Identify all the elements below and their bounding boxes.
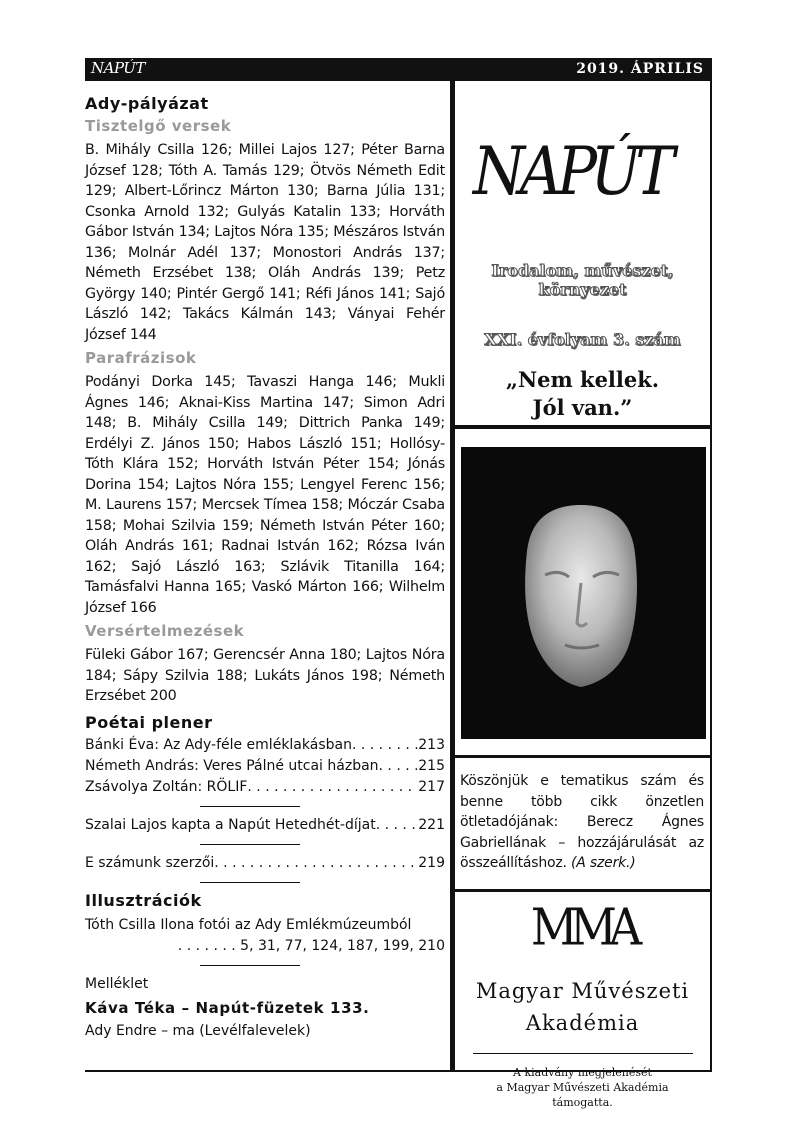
section-divider [455, 889, 710, 892]
mma-name-line1: Magyar Művészeti [475, 979, 690, 1003]
page-frame [85, 58, 712, 1109]
toc-row: Zsávolya Zoltán: RÖLIF . . . 217 [85, 777, 445, 798]
mma-name-line2: Akadémia [525, 1011, 640, 1035]
supplement-subtitle: Ady Endre – ma (Levélfalevelek) [85, 1022, 311, 1039]
supplement-label: Melléklet [85, 975, 149, 992]
toc-row: Bánki Éva: Az Ady-féle emléklakásban . . . 213 [85, 735, 445, 756]
section-divider [455, 425, 710, 429]
subsection-title-parafrazisok: Parafrázisok [85, 349, 197, 367]
list-versertelmezesek: Füleki Gábor 167; Gerencsér Anna 180; Lajtos Nóra 184; Sápy Szilvia 188; Lukáts János 198; Németh Erzsébet 200 [85, 647, 445, 704]
separator-rule [200, 844, 300, 845]
section-divider [455, 755, 710, 758]
section-title-plener: Poétai plener [85, 712, 213, 732]
toc-row: Németh András: Veres Pálné utcai házban . . . 215 [85, 756, 445, 777]
supplement-title: Káva Téka – Napút-füzetek 133. [85, 998, 370, 1017]
header-bar [85, 58, 712, 81]
thanks-note: Köszönjük e tematikus szám és benne több cikk önzetlen ötletadójának: Berecz Ágnes Gabriellának – hozzájárulását az összeállításhoz. (A szerk.) [460, 773, 704, 871]
issue-quote: „Nem kellek. Jól van.” [505, 367, 660, 420]
death-mask-photo [461, 447, 706, 739]
subsection-title-versertelmezesek: Versértelmezések [85, 622, 245, 640]
list-parafrazisok: Podányi Dorka 145; Tavaszi Hanga 146; Mukli Ágnes 146; Aknai-Kiss Martina 147; Simon Adri 148; B. Mihály Csilla 149; Dittrich Panka 149; Erdélyi Z. János 150; Habos László 151; Hollósy-Tóth Klára 152; Horváth István Péter 154; Jónás Dorina 154; Lajtos Nóra 155; Lengyel Ferenc 156; M. Laurens 157; Mercsek Tímea 158; Móczár Csaba 158; Mohai Szilvia 159; Németh István Péter 160; Oláh András 161; Radnai István 162; Rózsa Iván 162; Sajó László 163; Szlávik Titanilla 164; Tamásfalvi Hanna 165; Vaskó Márton 166; Wilhelm József 166 [85, 374, 445, 616]
toc-row-award: Szalai Lajos kapta a Napút Hetedhét-díjat . . . 221 [85, 815, 445, 836]
separator-rule [200, 806, 300, 807]
toc-row-authors: E számunk szerzői . . . 219 [85, 853, 445, 874]
right-column [455, 81, 712, 1109]
brand-logo: NAPÚT [473, 133, 670, 210]
illustrations-pages: . . . . . . . 5, 31, 77, 124, 187, 199, 210 [177, 937, 445, 954]
subsection-title-tisztelgo: Tisztelgő versek [85, 117, 232, 135]
illustrations-credit: Tóth Csilla Ilona fotói az Ady Emlékmúzeumból [85, 916, 412, 933]
list-tisztelgo: B. Mihály Csilla 126; Millei Lajos 127; Péter Barna József 128; Tóth A. Tamás 129; Ötvös Németh Edit 129; Albert-Lőrincz Márton 130; Barna Júlia 131; Csonka Arnold 132; Gulyás Katalin 133; Horváth Gábor István 134; Lajtos Nóra 135; Mészáros István 136; Molnár Adél 137; Monostori András 137; Németh Erzsébet 138; Oláh András 139; Petz György 140; Pintér Gergő 141; Réfi János 141; Sajó László 142; Takács Kálmán 143; Ványai Fehér József 144 [85, 142, 445, 343]
masthead [455, 81, 710, 425]
section-title-ady: Ady-pályázat [85, 94, 209, 113]
issue-date: 2019. ÁPRILIS [576, 61, 704, 77]
plener-list [85, 735, 445, 798]
masthead-subtitle: Irodalom, művészet, környezet [491, 261, 674, 299]
sponsor-note: A kiadvány megjelenését a Magyar Művészeti Akadémia támogatta. [496, 1066, 669, 1109]
section-title-illusztraciok: Illusztrációk [85, 890, 202, 910]
separator-rule [200, 882, 300, 883]
table-of-contents [85, 94, 445, 1042]
sponsor-rule [473, 1053, 693, 1054]
separator-rule [200, 965, 300, 966]
mma-logo: MMA [530, 897, 635, 957]
header-logo: NAPÚT [91, 59, 145, 77]
volume-number: XXI. évfolyam 3. szám [484, 330, 681, 349]
